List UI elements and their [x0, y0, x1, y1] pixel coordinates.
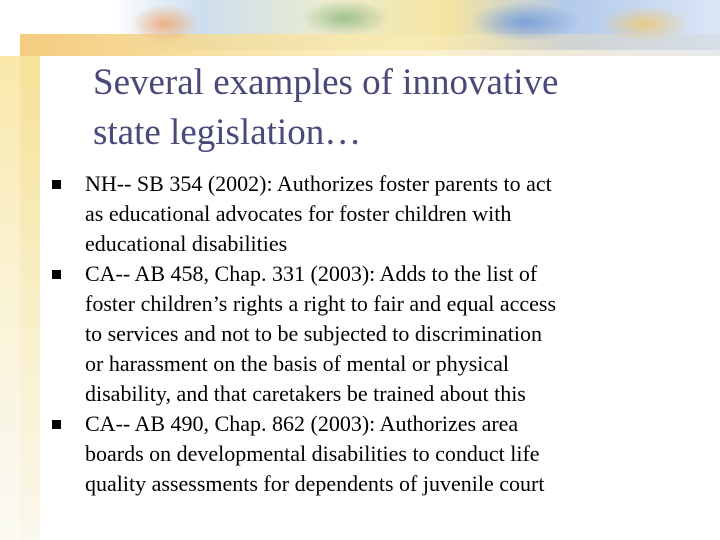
header-flower-image: [130, 4, 200, 44]
decorative-header-band: [0, 0, 720, 62]
header-yellow-flower-image: [600, 6, 690, 42]
decorative-left-band-inner: [20, 56, 40, 540]
bullet-item-ca-ab-458: [52, 259, 702, 409]
header-leaf-image: [300, 0, 390, 36]
bullet-text-line: disability, and that caretakers be trained about this: [85, 381, 526, 406]
bullet-text-line: foster children’s rights a right to fair and equal access: [85, 291, 557, 316]
bullet-text-line: boards on developmental disabilities to conduct life: [85, 441, 540, 466]
bullet-text-line: to services and not to be subjected to discrimination: [85, 321, 543, 346]
square-bullet-icon: [52, 180, 61, 189]
bullet-list: [52, 169, 702, 499]
slide-title: [93, 58, 693, 158]
bullet-text-line: as educational advocates for foster children with: [85, 201, 512, 226]
slide-title-line: Several examples of innovative: [93, 62, 559, 103]
header-blue-flower-image: [470, 2, 580, 42]
square-bullet-icon: [52, 420, 61, 429]
bullet-text-line: CA-- AB 490, Chap. 862 (2003): Authorizes area: [85, 411, 519, 436]
bullet-item-nh-sb-354: [52, 169, 702, 259]
bullet-item-ca-ab-490: [52, 409, 702, 499]
bullet-text-line: NH-- SB 354 (2002): Authorizes foster parents to act: [85, 171, 552, 196]
square-bullet-icon: [52, 270, 61, 279]
slide-title-line: state legislation…: [93, 112, 362, 153]
bullet-text-line: educational disabilities: [85, 231, 288, 256]
bullet-text-line: or harassment on the basis of mental or physical: [85, 351, 510, 376]
bullet-text-line: quality assessments for dependents of juvenile court: [85, 471, 545, 496]
bullet-text-line: CA-- AB 458, Chap. 331 (2003): Adds to the list of: [85, 261, 538, 286]
